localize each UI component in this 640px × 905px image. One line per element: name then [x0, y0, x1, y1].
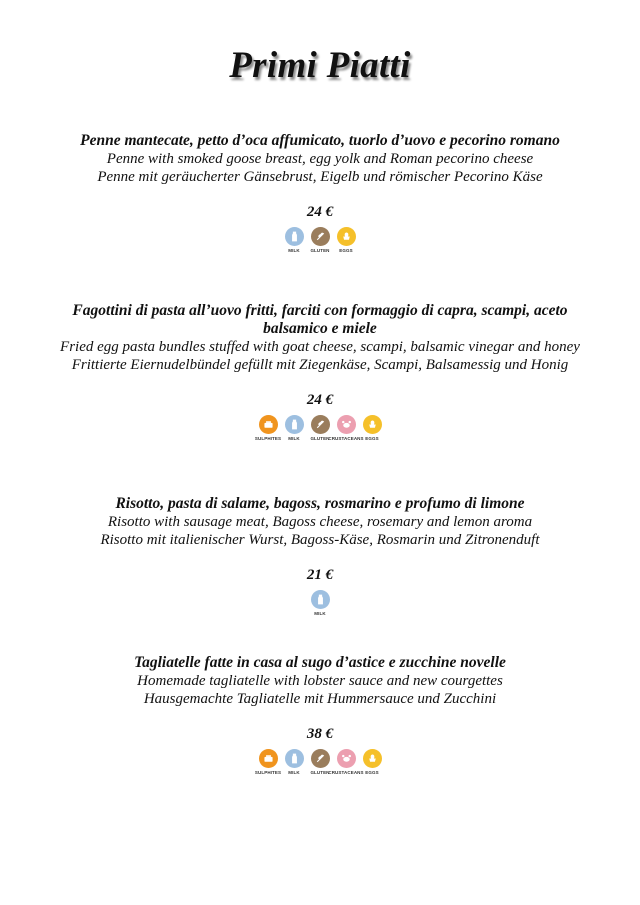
allergen-eggs — [361, 749, 383, 775]
gluten-icon — [311, 227, 330, 246]
dish-german-name: Frittierte Eiernudelbündel gefüllt mit Ziegenkäse, Scampi, Balsamessig und Honig — [71, 357, 569, 373]
dish-price: 21 € — [306, 567, 334, 583]
dish-english-name: Penne with smoked goose breast, egg yolk and Roman pecorino cheese — [106, 151, 534, 167]
dish-italian-name: Tagliatelle fatte in casa al sugo d’astice e zucchine novelle — [134, 654, 506, 671]
allergen-crustaceans — [328, 749, 364, 775]
milk-icon — [285, 227, 304, 246]
allergen-eggs — [361, 415, 383, 441]
allergen-eggs — [335, 227, 357, 253]
sulphites-icon — [259, 749, 278, 768]
allergen-sulphites — [254, 749, 282, 775]
allergen-list — [0, 749, 640, 775]
dish-2 — [0, 302, 640, 441]
dish-german-name: Risotto mit italienischer Wurst, Bagoss-Käse, Rosmarin und Zitronenduft — [100, 532, 540, 548]
allergen-label: MILK — [314, 611, 326, 616]
dish-italian-name: Fagottini di pasta all’uovo fritti, farciti con formaggio di capra, scampi, aceto balsamico e miele — [72, 302, 568, 337]
dish-english-name: Fried egg pasta bundles stuffed with goat cheese, scampi, balsamic vinegar and honey — [60, 339, 580, 355]
allergen-label: SULPHITES — [254, 436, 282, 441]
allergen-label: MILK — [288, 770, 300, 775]
dish-price: 38 € — [306, 726, 334, 742]
milk-icon — [311, 590, 330, 609]
allergen-label: CRUSTACEANS — [328, 436, 364, 441]
allergen-sulphites — [254, 415, 282, 441]
dish-italian-name: Penne mantecate, petto d’oca affumicato, tuorlo d’uovo e pecorino romano — [80, 132, 560, 149]
allergen-label: EGGS — [365, 770, 379, 775]
allergen-label: CRUSTACEANS — [328, 770, 364, 775]
sulphites-icon — [259, 415, 278, 434]
dish-price: 24 € — [306, 204, 334, 220]
allergen-list — [0, 227, 640, 253]
allergen-label: MILK — [288, 248, 300, 253]
allergen-list — [0, 415, 640, 441]
dish-price: 24 € — [306, 392, 334, 408]
allergen-label: GLUTEN — [310, 770, 330, 775]
eggs-icon — [337, 227, 356, 246]
crustaceans-icon — [337, 749, 356, 768]
allergen-label: EGGS — [365, 436, 379, 441]
dish-italian-name: Risotto, pasta di salame, bagoss, rosmarino e profumo di limone — [115, 495, 525, 512]
allergen-label: MILK — [288, 436, 300, 441]
crustaceans-icon — [337, 415, 356, 434]
dish-german-name: Hausgemachte Tagliatelle mit Hummersauce und Zucchini — [143, 691, 497, 707]
allergen-milk — [283, 415, 305, 441]
allergen-crustaceans — [328, 415, 364, 441]
allergen-list — [0, 590, 640, 616]
dish-english-name: Risotto with sausage meat, Bagoss cheese, rosemary and lemon aroma — [107, 514, 533, 530]
allergen-label: GLUTEN — [310, 436, 330, 441]
eggs-icon — [363, 415, 382, 434]
dish-german-name: Penne mit geräucherter Gänsebrust, Eigelb und römischer Pecorino Käse — [97, 169, 543, 185]
allergen-label: GLUTEN — [310, 248, 330, 253]
allergen-milk — [283, 749, 305, 775]
dish-1 — [0, 132, 640, 253]
page-title: Primi Piatti — [229, 45, 411, 86]
dish-4 — [0, 654, 640, 775]
gluten-icon — [311, 749, 330, 768]
milk-icon — [285, 415, 304, 434]
allergen-gluten — [309, 227, 331, 253]
milk-icon — [285, 749, 304, 768]
dish-3 — [0, 495, 640, 616]
allergen-label: EGGS — [339, 248, 353, 253]
eggs-icon — [363, 749, 382, 768]
gluten-icon — [311, 415, 330, 434]
allergen-milk — [309, 590, 331, 616]
dish-english-name: Homemade tagliatelle with lobster sauce and new courgettes — [137, 673, 503, 689]
allergen-milk — [283, 227, 305, 253]
allergen-label: SULPHITES — [254, 770, 282, 775]
